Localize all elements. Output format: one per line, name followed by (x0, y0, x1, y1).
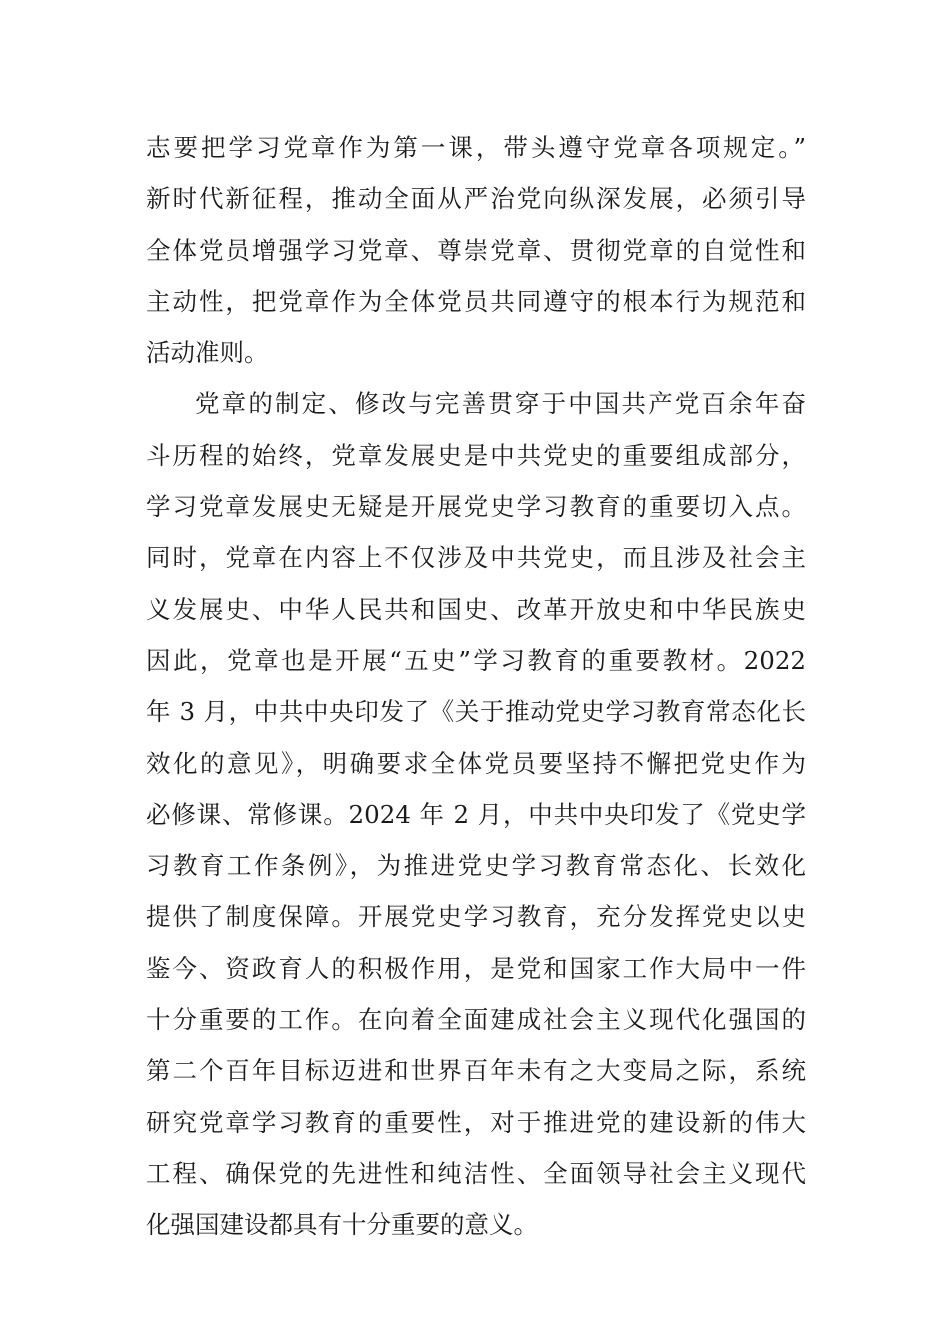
text-line: 十分重要的工作。在向着全面建成社会主义现代化强国的 (146, 1005, 806, 1035)
text-line: 学习党章发展史无疑是开展党史学习教育的重要切入点。 (146, 492, 806, 522)
text-line: 鉴今、资政育人的积极作用，是党和国家工作大局中一件 (146, 953, 806, 983)
text-line: 第二个百年目标迈进和世界百年未有之大变局之际，系统 (146, 1056, 806, 1086)
text-line: 因此，党章也是开展“五史”学习教育的重要教材。2022 (146, 645, 806, 675)
text-line: 工程、确保党的先进性和纯洁性、全面领导社会主义现代 (146, 1158, 806, 1188)
text-line: 活动准则。 (146, 338, 269, 368)
text-line: 全体党员增强学习党章、尊崇党章、贯彻党章的自觉性和 (146, 235, 806, 265)
text-line: 习教育工作条例》，为推进党史学习教育常态化、长效化 (146, 851, 806, 881)
text-line: 志要把学习党章作为第一课，带头遵守党章各项规定。” (146, 133, 806, 162)
text-line: 党章的制定、修改与完善贯穿于中国共产党百余年奋 (195, 389, 806, 419)
paragraph-2 (146, 378, 806, 1250)
text-line: 义发展史、中华人民共和国史、改革开放史和中华民族史 (146, 594, 806, 624)
text-line: 新时代新征程，推动全面从严治党向纵深发展，必须引导 (146, 184, 806, 214)
text-line: 化强国建设都具有十分重要的意义。 (146, 1210, 538, 1240)
text-line: 提供了制度保障。开展党史学习教育，充分发挥党史以史 (146, 902, 806, 932)
text-line: 效化的意见》，明确要求全体党员要坚持不懈把党史作为 (146, 748, 806, 778)
paragraph-1 (146, 122, 806, 378)
text-line: 必修课、常修课。2024 年 2 月，中共中央印发了《党史学 (146, 799, 806, 829)
body-text (146, 122, 806, 1251)
text-line: 主动性，把党章作为全体党员共同遵守的根本行为规范和 (146, 286, 806, 316)
text-line: 研究党章学习教育的重要性，对于推进党的建设新的伟大 (146, 1107, 806, 1137)
text-line: 斗历程的始终，党章发展史是中共党史的重要组成部分， (146, 440, 806, 470)
text-line: 同时，党章在内容上不仅涉及中共党史，而且涉及社会主 (146, 543, 806, 573)
text-line: 年 3 月，中共中央印发了《关于推动党史学习教育常态化长 (146, 697, 806, 727)
